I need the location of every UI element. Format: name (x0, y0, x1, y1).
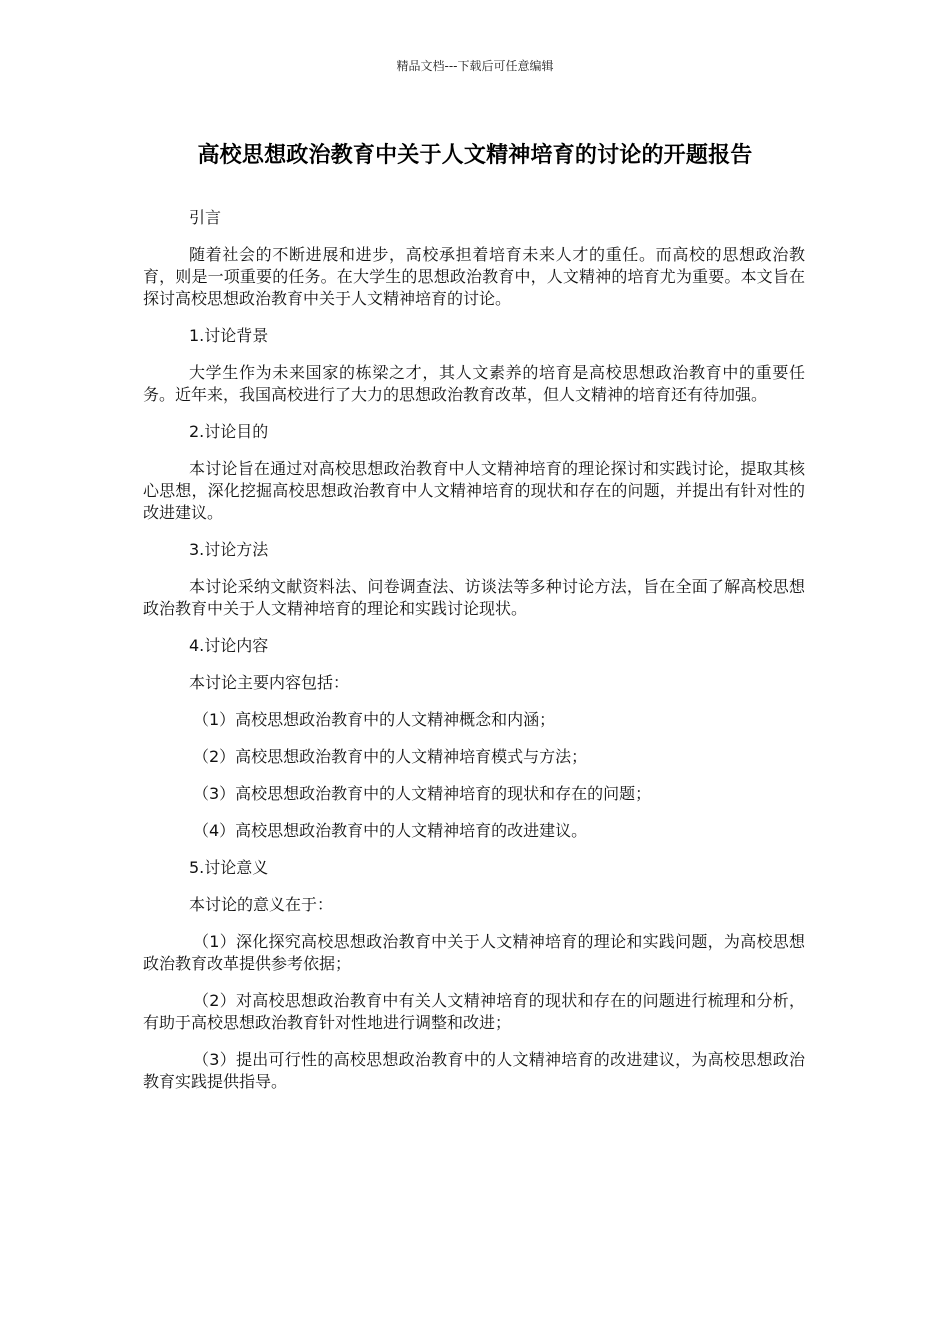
section-paragraph-method: 本讨论采纳文献资料法、问卷调查法、访谈法等多种讨论方法，旨在全面了解高校思想政治教育中关于人文精神培育的理论和实践讨论现状。 (143, 577, 805, 618)
section-heading-content: 4.讨论内容 (189, 636, 269, 655)
intro-paragraph: 随着社会的不断进展和进步，高校承担着培育未来人才的重任。而高校的思想政治教育，则是一项重要的任务。在大学生的思想政治教育中，人文精神的培育尤为重要。本文旨在探讨高校思想政治教育中关于人文精神培育的讨论。 (143, 245, 805, 308)
significance-list-item: （1）深化探究高校思想政治教育中关于人文精神培育的理论和实践问题，为高校思想政治教育改革提供参考依据； (143, 932, 805, 973)
section-lead-content: 本讨论主要内容包括： (189, 673, 350, 692)
section-lead-significance: 本讨论的意义在于： (189, 895, 334, 914)
section-paragraph-purpose: 本讨论旨在通过对高校思想政治教育中人文精神培育的理论探讨和实践讨论，提取其核心思想，深化挖掘高校思想政治教育中人文精神培育的现状和存在的问题，并提出有针对性的改进建议。 (143, 459, 805, 522)
section-heading-method: 3.讨论方法 (189, 540, 269, 559)
content-list-item: （1）高校思想政治教育中的人文精神概念和内涵； (193, 710, 556, 729)
significance-list-item: （3）提出可行性的高校思想政治教育中的人文精神培育的改进建议，为高校思想政治教育实践提供指导。 (143, 1050, 805, 1091)
document-body (143, 207, 805, 1108)
page-header-watermark: 精品文档---下载后可任意编辑 (396, 59, 554, 73)
significance-list-item: （2）对高校思想政治教育中有关人文精神培育的现状和存在的问题进行梳理和分析，有助于高校思想政治教育针对性地进行调整和改进； (143, 991, 805, 1032)
content-list-item: （4）高校思想政治教育中的人文精神培育的改进建议。 (193, 821, 588, 840)
section-heading-background: 1.讨论背景 (189, 326, 269, 345)
section-paragraph-background: 大学生作为未来国家的栋梁之才，其人文素养的培育是高校思想政治教育中的重要任务。近年来，我国高校进行了大力的思想政治教育改革，但人文精神的培育还有待加强。 (143, 363, 805, 404)
intro-heading: 引言 (189, 208, 222, 227)
section-heading-purpose: 2.讨论目的 (189, 422, 269, 441)
content-list-item: （3）高校思想政治教育中的人文精神培育的现状和存在的问题； (193, 784, 652, 803)
content-list-item: （2）高校思想政治教育中的人文精神培育模式与方法； (193, 747, 588, 766)
document-title: 高校思想政治教育中关于人文精神培育的讨论的开题报告 (197, 143, 753, 168)
section-heading-significance: 5.讨论意义 (189, 858, 269, 877)
